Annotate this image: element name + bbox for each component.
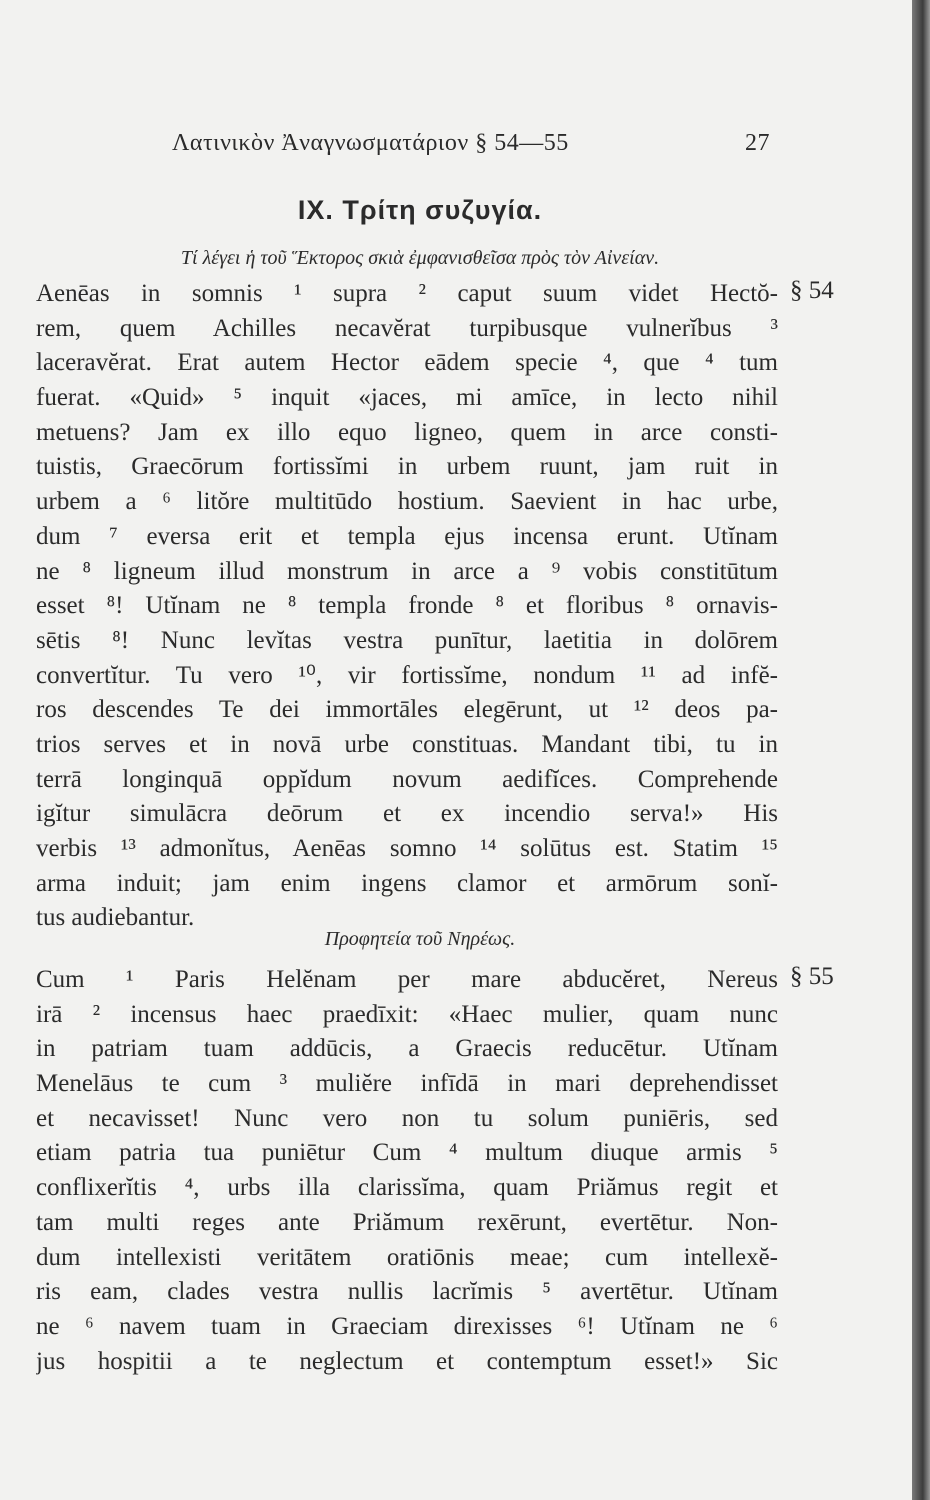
section-55-subtitle: Προφητεία τοῦ Νηρέως. (324, 928, 516, 950)
text-line: jus hospitii a te neglectum et contemptum esset!» Sic (36, 1347, 778, 1375)
text-line: metuens? Jam ex illo equo ligneo, quem in arce consti- (36, 418, 778, 446)
text-line: sētis ⁸! Nunc levĭtas vestra punītur, laetitia in dolōrem (36, 626, 778, 654)
text-line: ris eam, clades vestra nullis lacrĭmis ⁵ avertētur. Utĭnam (36, 1278, 778, 1306)
text-line: terrā longinquā oppĭdum novum aedifĭces. Comprehende (36, 765, 778, 793)
text-line: conflixerĭtis ⁴, urbs illa clarissĭma, quam Priămus regit et (36, 1174, 778, 1202)
section-55-mark: § 55 (790, 963, 834, 990)
text-line: Aenēas in somnis ¹ supra ² caput suum videt Hectŏ- (36, 280, 778, 307)
text-line: etiam patria tua puniētur Cum ⁴ multum diuque armis ⁵ (36, 1139, 778, 1167)
text-line: urbem a ⁶ litŏre multitūdo hostium. Saevient in hac urbe, (36, 488, 778, 516)
text-line: dum ⁷ eversa erit et templa ejus incensa erunt. Utĭnam (36, 522, 778, 550)
text-line: igĭtur simulācra deōrum et ex incendio serva!» His (36, 800, 778, 828)
chapter-title: IX. Τρίτη συζυγία. (297, 195, 543, 225)
text-line: rem, quem Achilles necavĕrat turpibusque vulnerĭbus ³ (36, 314, 778, 342)
text-line: tam multi reges ante Priămum rexērunt, evertētur. Non- (36, 1208, 778, 1236)
section-55-text (36, 963, 778, 1379)
page-edge (912, 0, 930, 1500)
text-line: arma induit; jam enim ingens clamor et armōrum sonĭ- (36, 869, 778, 897)
text-line: Cum ¹ Paris Helĕnam per mare abducĕret, Nereus (36, 966, 778, 993)
text-line: in patriam tuam addūcis, a Graecis reducētur. Utĭnam (36, 1035, 778, 1063)
page-number: 27 (745, 130, 770, 156)
text-line: ne ⁶ navem tuam in Graeciam direxisses ⁶! Utĭnam ne ⁶ (36, 1312, 778, 1340)
text-line: dum intellexisti veritātem oratiōnis meae; cum intellexĕ- (36, 1243, 778, 1271)
text-line: irā ² incensus haec praedīxit: «Haec mulier, quam nunc (36, 1000, 778, 1028)
text-line: tuistis, Graecōrum fortissĭmi in urbem ruunt, jam ruit in (36, 453, 778, 481)
text-line: Menelāus te cum ³ muliĕre infīdā in mari deprehendisset (36, 1070, 778, 1098)
section-54-text (36, 277, 778, 936)
text-line: ne ⁸ ligneum illud monstrum in arce a ⁹ vobis constitūtum (36, 557, 778, 585)
text-line: et necavisset! Nunc vero non tu solum puniēris, sed (36, 1104, 778, 1132)
section-54-mark: § 54 (790, 277, 834, 304)
text-line: ros descendes Te dei immortāles elegērunt, ut ¹² deos pa- (36, 696, 778, 724)
text-line: esset ⁸! Utĭnam ne ⁸ templa fronde ⁸ et floribus ⁸ ornavis- (36, 592, 778, 620)
running-head-title: Λατινικὸν Ἀναγνωσματάριον § 54—55 (172, 130, 569, 156)
text-line: laceravĕrat. Erat autem Hector eādem specie ⁴, que ⁴ tum (36, 349, 778, 377)
text-line: convertĭtur. Tu vero ¹⁰, vir fortissĭme, nondum ¹¹ ad infĕ- (36, 661, 778, 689)
text-line: fuerat. «Quid» ⁵ inquit «jaces, mi amīce, in lecto nihil (36, 384, 778, 412)
text-line: tus audiebantur. (36, 904, 195, 932)
section-54-subtitle: Τί λέγει ἡ τοῦ Ἕκτορος σκιὰ ἐμφανισθεῖσα πρὸς τὸν Αἰνείαν. (180, 247, 660, 269)
text-line: verbis ¹³ admonĭtus, Aenēas somno ¹⁴ solūtus est. Statim ¹⁵ (36, 835, 778, 862)
text-line: trios serves et in novā urbe constituas. Mandant tibi, tu in (36, 730, 778, 758)
running-head (172, 130, 792, 157)
